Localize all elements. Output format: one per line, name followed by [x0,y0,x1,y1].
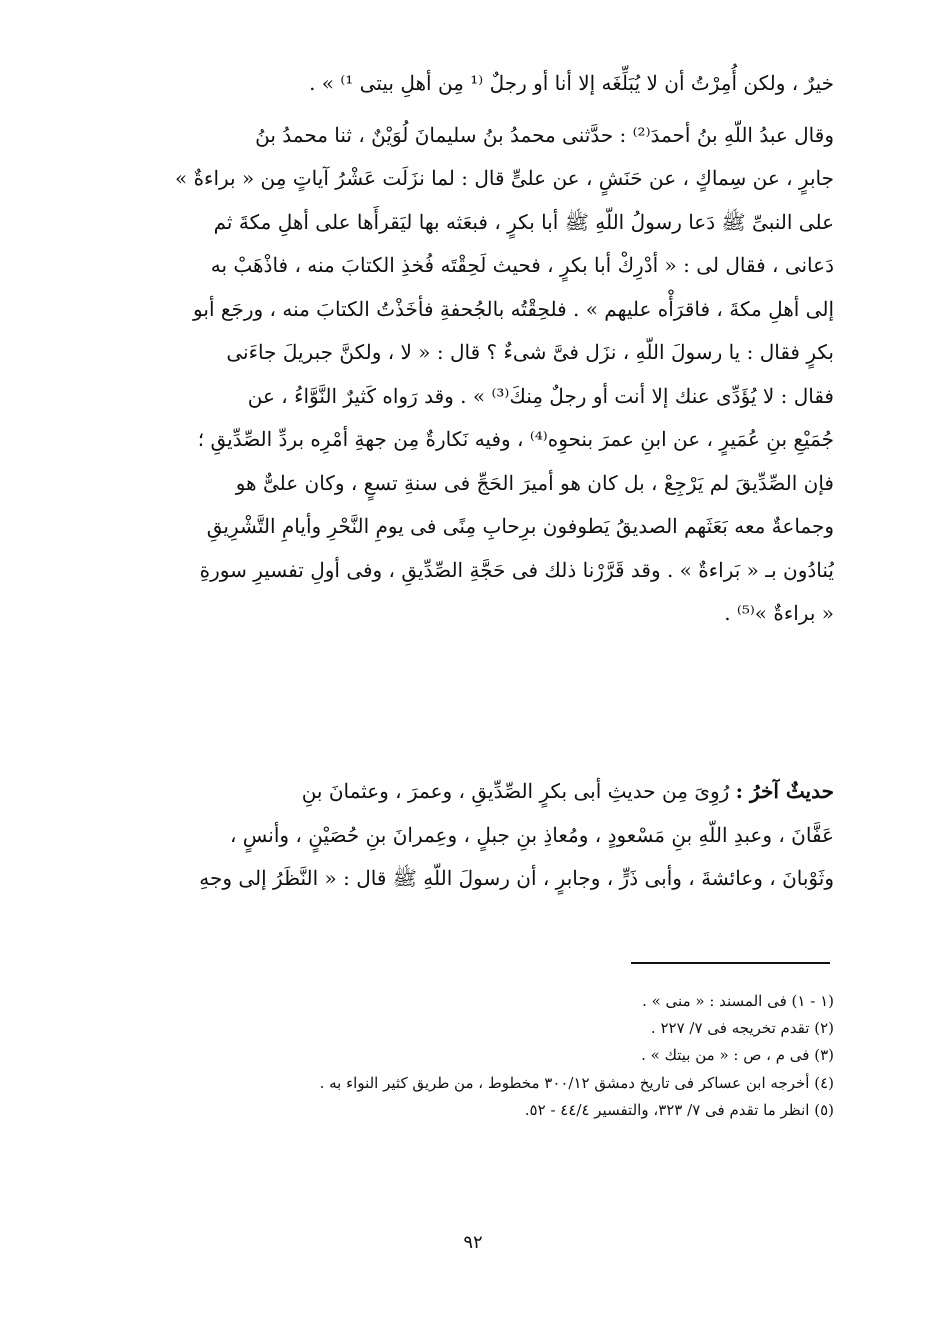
paragraph-gap [108,106,834,114]
text-line: فقال : لا يُؤَدِّى عنك إلا أنت أو رجلٌ مِنكَ⁽³⁾ » . وقد رَواه كَثيرٌ النَّوَّاءُ ، عن [247,383,834,408]
footnote-item: (٥) انظر ما تقدم فى ٧/ ٣٢٣، والتفسير ٤٤/٤ - ٥٢. [524,1100,834,1119]
hadith-paragraph [108,770,834,901]
text-line: جُمَيْعِ بنِ عُمَيرٍ ، عن ابنِ عمرَ بنحوِه⁽⁴⁾ ، وفيه نَكارةٌ مِن جهةِ أمْرِه بردِّ الصِّدِّيقِ ؛ [197,427,834,451]
page-number: ٩٢ [463,1232,483,1253]
text-line: وجماعةٌ معه بَعَثَهم الصديقُ يَطوفون برِحابِ مِنًى فى يومِ النَّحْرِ وأيامِ التَّشْرِيقِ [206,514,834,538]
text-line: على النبىِّ ﷺ دَعا رسولُ اللّهِ ﷺ أبا بكرٍ ، فبعَثه بها ليَقرأَها على أهلِ مكةَ ثم [213,209,834,234]
hadith-first-line-text: رُوِىَ مِن حديثِ أبى بكرٍ الصِّدِّيقِ ، وعمرَ ، وعثمانَ بنِ [301,779,736,803]
footnotes-section [180,988,834,1124]
footnote-item: (٣) فى م ، ص : « من بيتك » . [641,1046,834,1065]
text-line: خيرٌ ، ولكن أُمِرْتُ أن لا يُبَلِّغَه إلا أنا أو رجلٌ ⁽¹ مِن أهلِ بيتى ¹⁾ » . [309,71,834,95]
text-line: « براءةٌ »⁽⁵⁾ . [724,601,834,625]
main-text-block [108,62,834,636]
footnote-item: (١ - ١) فى المسند : « منى » . [642,992,834,1010]
text-line: وقال عبدُ اللّهِ بنُ أحمدَ⁽²⁾ : حدَّثنى محمدُ بنُ سليمانَ لُوَيْنٌ ، ثنا محمدُ بنُ [255,122,834,147]
text-line: يُنادُون بـ « بَراءةٌ » . وقد قَرَّرْنا ذلك فى حَجَّةِ الصِّدِّيقِ ، وفى أولِ تفسيرِ سورةِ [199,557,834,582]
text-line: وثَوْبانَ ، وعائشةَ ، وأبى ذَرٍّ ، وجابرٍ ، أن رسولَ اللّهِ ﷺ قال : « النَّظَرُ إلى وجهِ [199,866,834,890]
footnote-item: (٤) أخرجه ابن عساكر فى تاريخ دمشق ٣٠٠/١٢ مخطوط ، من طريق كثير النواء به . [319,1073,834,1092]
text-line: جابرٍ ، عن سِماكٍ ، عن حَنَشٍ ، عن علىٍّ قال : لما نزَلَت عَشْرُ آياتٍ مِن « براءةٌ » [174,166,834,190]
text-line [108,770,834,814]
footnote-item: (٢) تقدم تخريجه فى ٧/ ٢٢٧ . [650,1019,834,1038]
text-line: دَعانى ، فقال لى : « أدْرِكْ أبا بكرٍ ، فحيث لَحِقْتَه فُخذِ الكتابَ منه ، فاذْهَبْ به [210,253,834,277]
footnote-divider [631,962,830,964]
text-line: بكرٍ فقال : يا رسولَ اللّهِ ، نزَل فىَّ شىءٌ ؟ قال : « لا ، ولكنَّ جبريلَ جاءَنى [226,340,834,364]
text-line: فإن الصِّدِّيقَ لم يَرْجِعْ ، بل كان هو أميرَ الحَجِّ فى سنةِ تسعٍ ، وكان علىٌّ هو [235,470,834,495]
text-line: إلى أهلِ مكةَ ، فاقرَأْه عليهم » . فلحِقْتُه بالجُحفةِ فأخَذْتُ الكتابَ منه ، ورجَع أبو [193,296,834,321]
hadith-heading: حديثٌ آخرُ : [735,779,834,803]
text-line: عَفَّانَ ، وعبدِ اللّهِ بنِ مَسْعودٍ ، ومُعاذِ بنِ جبلٍ ، وعِمرانَ بنِ حُصَيْنٍ ، وأنسٍ ، [229,822,834,847]
